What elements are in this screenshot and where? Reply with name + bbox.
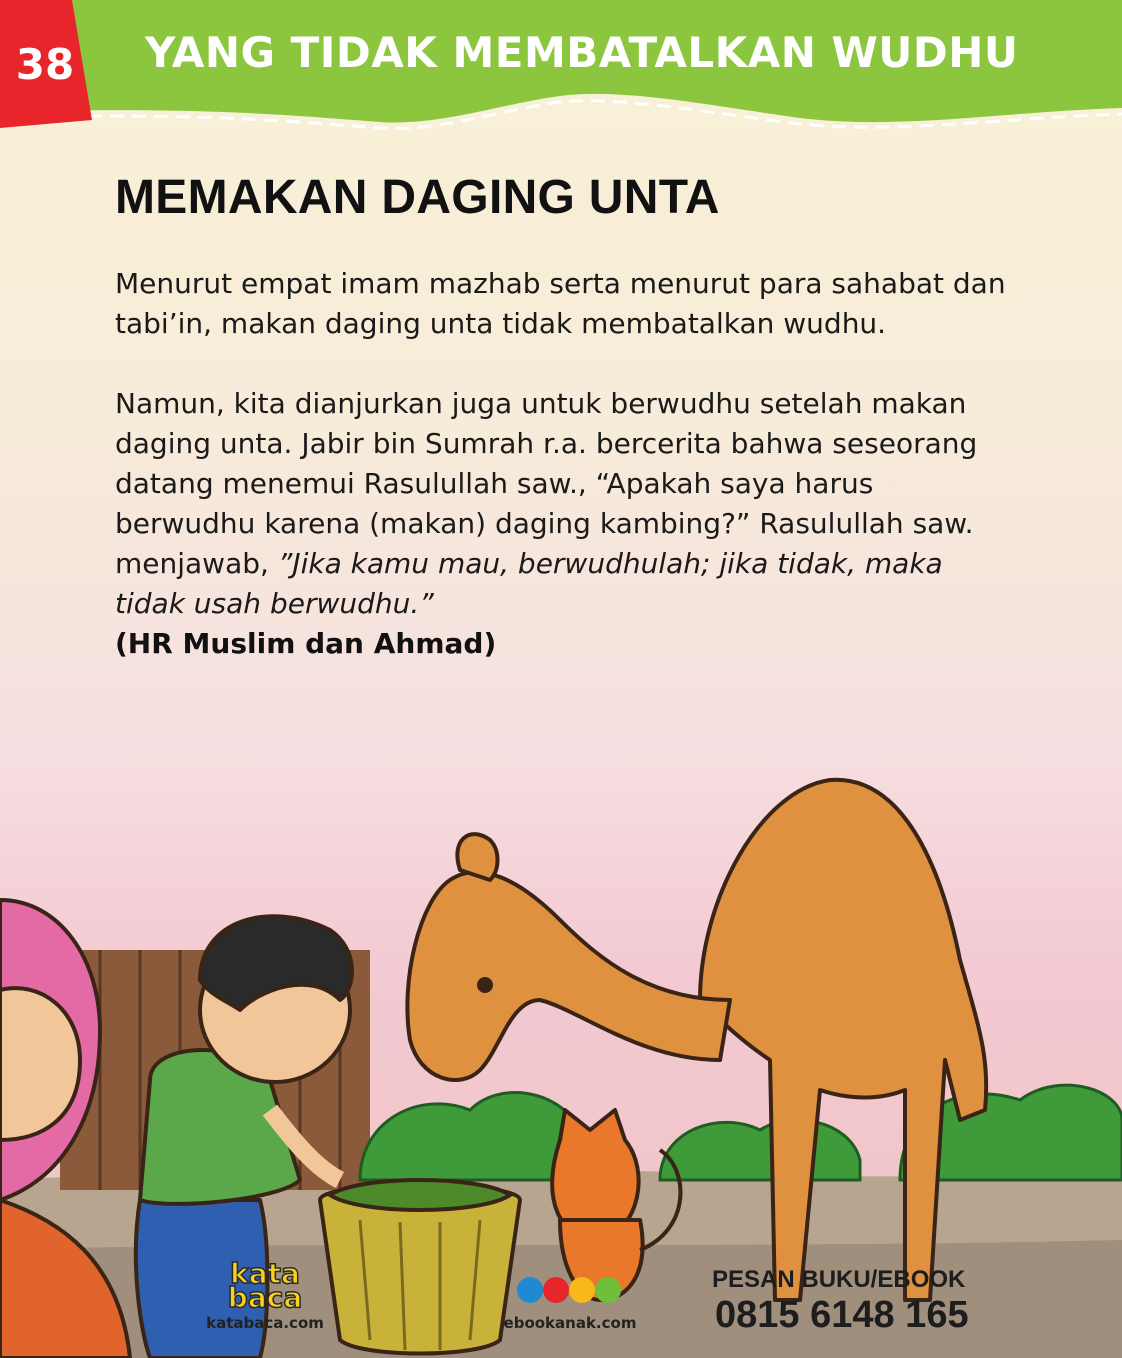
article-heading: MEMAKAN DAGING UNTA [115,171,720,224]
ebookanak-url: ebookanak.com [503,1314,637,1332]
paragraph-2 [115,384,1015,624]
paragraph-2-text: Namun, kita dianjurkan juga untuk berwudhu setelah makan daging unta. Jabir bin Sumrah r.a. bercerita bahwa seseorang datang menemui Rasulullah saw., “Apakah saya harus berwudhu karena (makan) daging kambing?” Rasulullah saw. menjawab, [115,387,978,580]
katabaca-url: katabaca.com [206,1314,324,1332]
katabaca-logo [205,1257,325,1332]
katabaca-logo-line2: baca [227,1281,303,1314]
katabaca-logo-line1: kata [230,1257,300,1290]
ebookanak-logo [500,1272,640,1332]
hadith-quote: ”Jika kamu mau, berwudhulah; jika tidak, maka tidak usah berwudhu.” [115,547,943,620]
page-number: 38 [15,40,75,89]
hadith-source: (HR Muslim dan Ahmad) [115,627,497,660]
order-phone: 0815 6148 165 [715,1294,969,1336]
basket [320,1180,520,1354]
ebookanak-logo-mark [510,1272,630,1306]
header-title: YANG TIDAK MEMBATALKAN WUDHU [145,28,1019,77]
paragraph-1: Menurut empat imam mazhab serta menurut para sahabat dan tabi’in, makan daging unta tidak membatalkan wudhu. [115,267,1006,340]
order-label: PESAN BUKU/EBOOK [712,1266,966,1293]
